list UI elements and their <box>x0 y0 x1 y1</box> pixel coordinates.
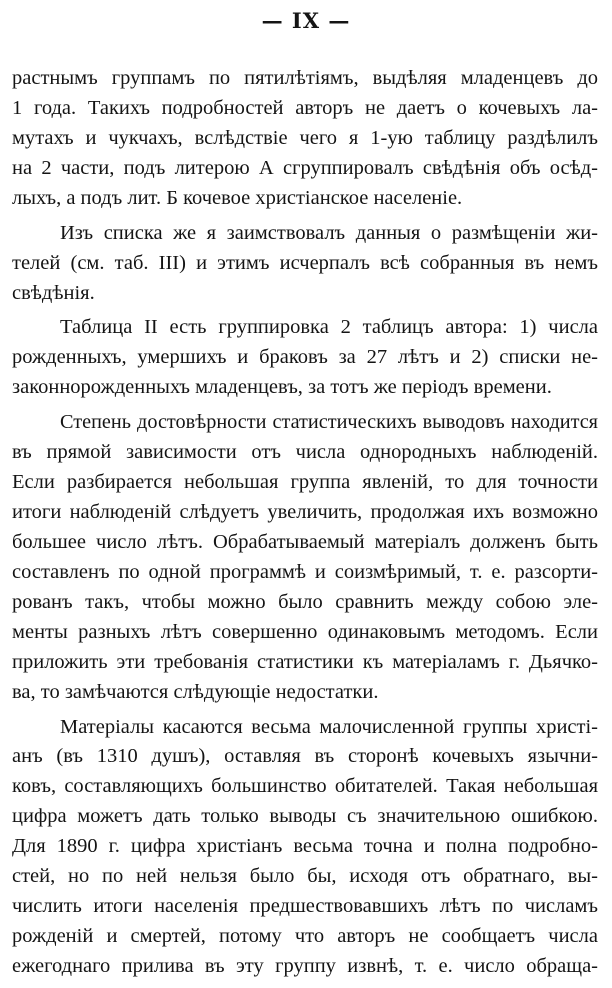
text-line: растнымъ группамъ по пятилѣтіямъ, выдѣляя младенцевъ до <box>12 67 598 89</box>
text-line: лыхъ, а подъ лит. Б кочевое христіанское населеніе. <box>12 186 463 209</box>
text-line: цифра можетъ дать только выводы съ значительною ошибкою. <box>12 805 598 828</box>
text-line: Таблица II есть группировка 2 таблицъ автора: 1) числа <box>60 316 598 339</box>
text-line: мутахъ и чукчахъ, вслѣдствіе чего я 1-ую таблицу раздѣлилъ <box>12 126 598 149</box>
text-line: 1 года. Такихъ подробностей авторъ не даетъ о кочевыхъ ла- <box>12 96 598 119</box>
text-line: рованъ такъ, чтобы можно было сравнить между собою эле- <box>12 590 598 613</box>
text-line: въ прямой зависимости отъ числа однородныхъ наблюденій. <box>12 441 598 464</box>
text-line: менты разныхъ лѣтъ совершенно одинаковымъ методомъ. Если <box>12 620 598 643</box>
text-line: приложить эти требованія статистики къ матеріаламъ г. Дьячко- <box>12 650 598 673</box>
text-line: ежегоднаго прилива въ эту группу извнѣ, т. е. число обраща- <box>12 955 598 977</box>
text-line: Матеріалы касаются весьма малочисленной группы христі- <box>60 715 598 738</box>
page-number: — IX — <box>261 8 351 33</box>
text-line: стей, но по ней нельзя было бы, исходя отъ обратнаго, вы- <box>12 865 598 888</box>
text-line: ва, то замѣчаются слѣдующіе недостатки. <box>12 680 379 703</box>
text-line: рожденій и смертей, потому что авторъ не сообщаетъ числа <box>12 925 598 948</box>
text-line: Степень достовѣрности статистическихъ выводовъ находится <box>60 411 598 434</box>
text-line: анъ (въ 1310 душъ), оставляя въ сторонѣ кочевыхъ язычни- <box>12 745 598 768</box>
text-line: телей (см. таб. III) и этимъ исчерпалъ всѣ собранныя въ немъ <box>12 251 598 274</box>
text-line: Если разбирается небольшая группа явленій, то для точности <box>12 471 598 494</box>
text-line: Изъ списка же я заимствовалъ данныя о размѣщеніи жи- <box>60 221 598 244</box>
text-line: Для 1890 г. цифра христіанъ весьма точна и полна подробно- <box>12 835 598 858</box>
text-line: свѣдѣнія. <box>12 281 95 304</box>
text-line: на 2 части, подъ литерою А сгруппировалъ свѣдѣнія объ осѣд- <box>12 156 598 179</box>
text-line: большее число лѣтъ. Обрабатываемый матеріалъ долженъ быть <box>12 530 598 553</box>
text-line: рожденныхъ, умершихъ и браковъ за 27 лѣтъ и 2) списки не- <box>12 346 598 369</box>
text-line: ковъ, составляющихъ большинство обитателей. Такая небольшая <box>12 775 598 798</box>
text-line: законнорожденныхъ младенцевъ, за тотъ же періодъ времени. <box>12 376 552 399</box>
text-line: числить итоги населенія предшествовавшихъ лѣтъ по числамъ <box>12 895 598 918</box>
text-line: итоги наблюденій слѣдуетъ увеличить, продолжая ихъ возможно <box>12 501 598 524</box>
text-line: составленъ по одной программѣ и соизмѣримый, т. е. разсорти- <box>12 560 598 583</box>
